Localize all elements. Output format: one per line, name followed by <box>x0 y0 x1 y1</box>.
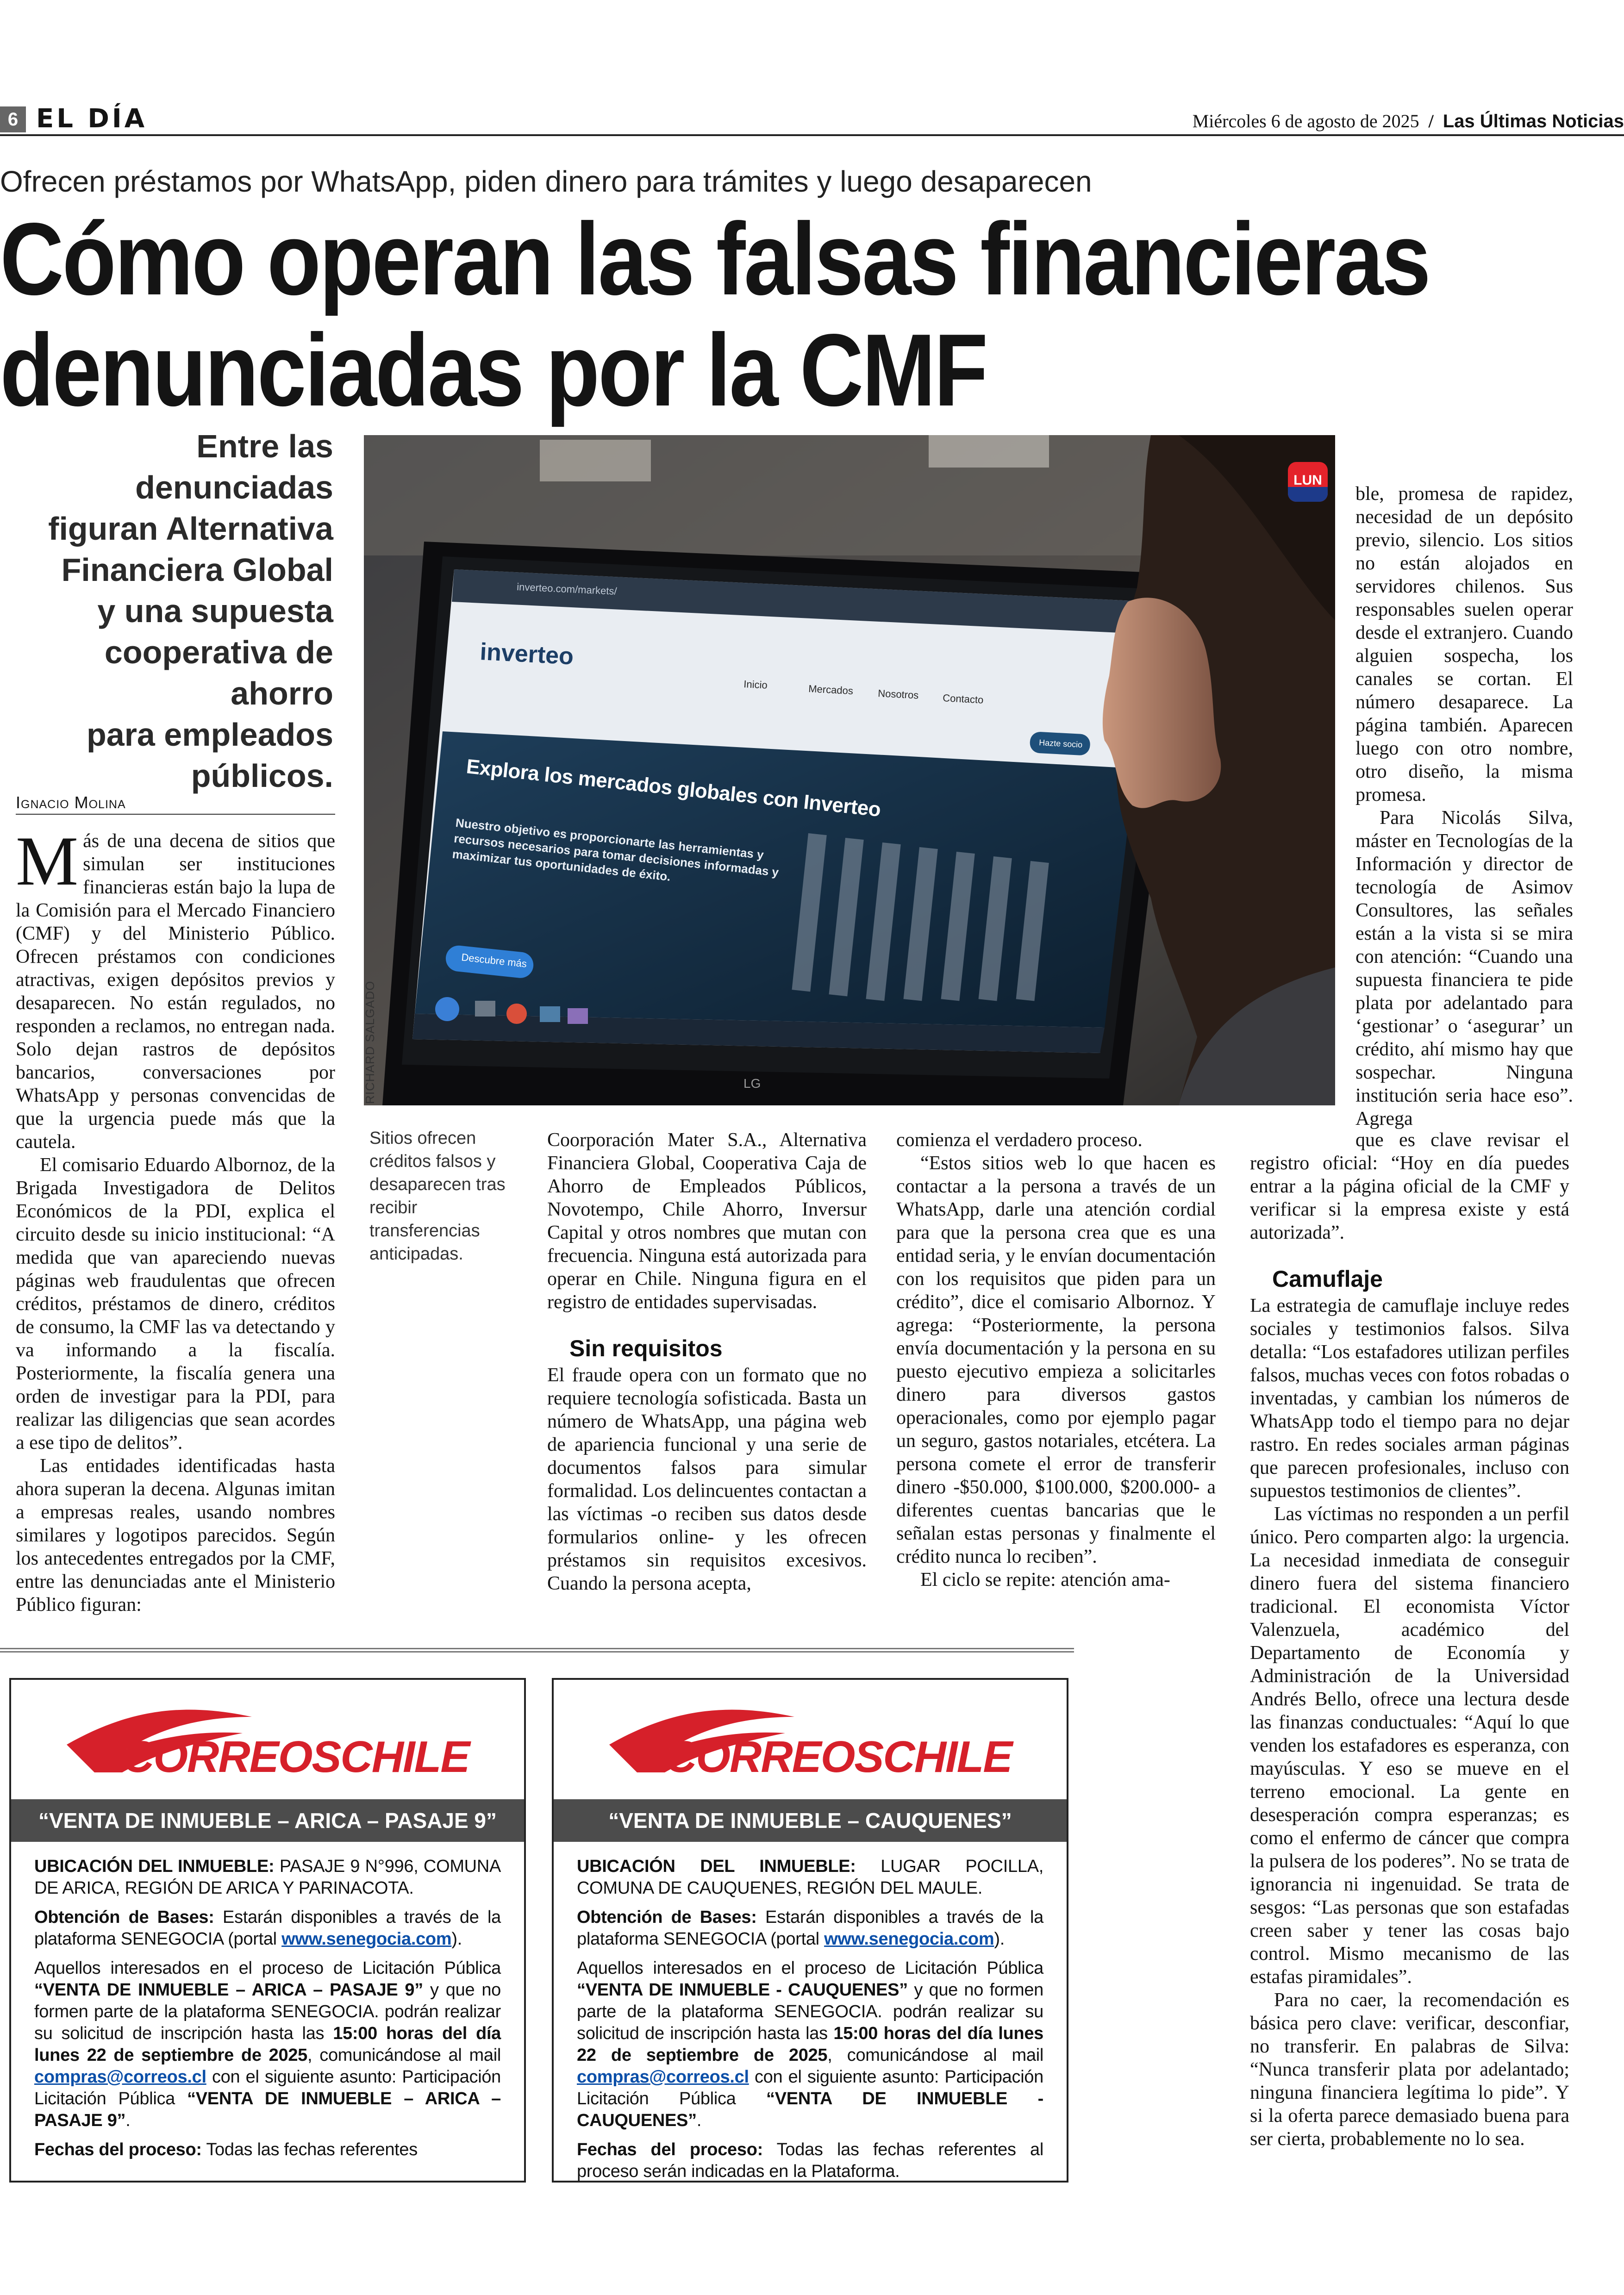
ad-text: Aquellos interesados en el proceso de Licitación Pública <box>34 1958 501 1978</box>
monitor-brand: LG <box>743 1076 761 1091</box>
header-separator: / <box>1428 111 1434 131</box>
email-link[interactable]: compras@correos.cl <box>34 2067 206 2087</box>
paragraph: El ciclo se repite: atención ama- <box>920 1569 1170 1590</box>
deck-line: Entre las denunciadas <box>135 428 333 505</box>
page-header <box>0 103 1624 135</box>
ad-text-bold: “VENTA DE INMUEBLE - CAUQUENES” <box>577 2089 1043 2130</box>
deck-line: para empleados <box>87 717 333 753</box>
headline-line-1: Cómo operan las falsas financieras <box>0 202 1430 317</box>
ad-text: , comunicándose al mail <box>307 2046 501 2065</box>
photo-caption: Sitios ofrecen créditos falsos y desaparecen tras recibir transferencias anticipadas. <box>369 1129 506 1264</box>
ad-bases-label: Obtención de Bases: <box>34 1908 214 1927</box>
ad-title: “VENTA DE INMUEBLE – ARICA – PASAJE 9” <box>11 1799 524 1842</box>
paragraph: ás de una decena de sitios que simulan ser instituciones financieras están bajo la lupa de la Comisión para el Mercado Financiero (CMF) y del Ministerio Público. Ofrecen préstamos con condiciones atractivas, exigen depósitos previos y desaparecen. No están regulados, no responden a reclamos, no entregan nada. Solo dejan rastros de depósitos bancarios, conversaciones por WhatsApp y personas convencidas de que la urgencia puede más que la cautela. <box>16 830 335 1153</box>
correos-logo-text: CORREOSCHILE <box>665 1732 1012 1782</box>
browser-url: inverteo.com/markets/ <box>516 581 618 597</box>
article-photo <box>364 435 1335 1105</box>
section-name: EL DÍA <box>36 104 148 134</box>
correos-ad-arica <box>9 1678 526 2183</box>
header-rule <box>0 134 1624 136</box>
drop-cap: M <box>16 822 79 900</box>
paragraph: Las entidades identificadas hasta ahora superan la decena. Algunas imitan a empresas reales, usando nombres similares y logotipos parecidos. Según los antecedentes entregados por la CMF, entre las denunciadas ante el Ministerio Público figuran: <box>16 1455 335 1615</box>
correos-logo <box>554 1698 1067 1786</box>
ad-deadline: 15:00 horas del día lunes 22 de septiembre de 2025 <box>577 2024 1043 2065</box>
ad-text: . <box>696 2111 702 2130</box>
ad-location: LUGAR POCILLA, COMUNA DE CAUQUENES, REGIÓN DEL MAULE. <box>577 1857 1043 1898</box>
deck-line: Financiera Global <box>61 552 333 588</box>
ad-text-bold: “VENTA DE INMUEBLE - CAUQUENES” <box>577 1980 908 2000</box>
subhead-camuflaje: Camuflaje <box>1272 1266 1383 1292</box>
site-nav-item: Mercados <box>808 683 854 697</box>
ad-text: , comunicándose al mail <box>827 2046 1043 2065</box>
site-hero-text: Nuestro objetivo es proporcionarte las herramientas y recursos necesarios para tomar decisiones informadas y maximizar tus oportunidades de éxito. <box>451 815 780 884</box>
ad-text: y que no formen parte de la plataforma SENEGOCIA. podrán realizar su solicitud de inscripción hasta las <box>577 1980 1043 2043</box>
paragraph: El comisario Eduardo Albornoz, de la Brigada Investigadora de Delitos Económicos de la PDI, explica el circuito desde su inicio institucional: “A medida que van apareciendo nuevas páginas web fraudulentas que ofrecen créditos, préstamos de dinero, créditos de consumo, la CMF las va detectando y va informando a la fiscalía. Posteriormente, la fiscalía genera una orden de investigar para la PDI, para realizar las diligencias que sean acordes a ese tipo de delitos”. <box>16 1154 335 1453</box>
site-logo: inverteo <box>479 638 575 670</box>
ad-text: con el siguiente asunto: Participación Licitación Pública <box>577 2067 1043 2108</box>
correos-logo <box>11 1698 524 1786</box>
paragraph: comienza el verdadero proceso. <box>896 1129 1143 1151</box>
ad-location: PASAJE 9 N°996, COMUNA DE ARICA, REGIÓN DE ARICA Y PARINACOTA. <box>34 1857 501 1898</box>
email-link[interactable]: compras@correos.cl <box>577 2067 749 2087</box>
ad-location-label: UBICACIÓN DEL INMUEBLE: <box>34 1857 275 1876</box>
subhead-sin-requisitos: Sin requisitos <box>569 1335 723 1361</box>
senegocia-link[interactable]: www.senegocia.com <box>824 1929 994 1949</box>
site-hero-title: Explora los mercados globales con Inverteo <box>465 755 882 822</box>
site-nav-item: Contacto <box>942 692 984 706</box>
site-nav-item: Inicio <box>743 678 768 691</box>
ads-rule <box>0 1648 1074 1653</box>
correos-logo-text: CORREOSCHILE <box>122 1732 469 1782</box>
ad-text-bold: “VENTA DE INMUEBLE – ARICA – PASAJE 9” <box>34 1980 423 2000</box>
paragraph: que es clave revisar el registro oficial: “Hoy en día puedes entrar a la página oficial de la CMF y verificar si la empresa existe y está autorizada”. <box>1250 1129 1569 1243</box>
lun-badge-text: LUN <box>1293 473 1322 488</box>
ad-bases-end: ). <box>451 1929 462 1949</box>
deck-line: y una supuesta <box>97 593 333 629</box>
paragraph: La estrategia de camuflaje incluye redes sociales y testimonios falsos. Silva detalla: “Los estafadores utilizan perfiles falsos, muchas veces con fotos robadas o inventadas, y cambian los números de WhatsApp todo el tiempo para no dejar rastro. En redes sociales arman páginas que parecen profesionales, incluso con supuestos testimonios de clientes”. <box>1250 1295 1569 1502</box>
correos-ad-cauquenes <box>552 1678 1068 2183</box>
photo-credit: RICHARD SALGADO <box>363 980 377 1104</box>
paragraph: Para no caer, la recomendación es básica pero clave: verificar, desconfiar, no transferir. En palabras de Silva: “Nunca transferir plata por adelantado; ninguna financiera legítima lo pide”. Y si la oferta parece demasiado buena para ser cierta, probablemente no lo sea. <box>1250 1989 1569 2150</box>
deck-line: públicos. <box>191 758 333 794</box>
header-dateline <box>1193 108 1624 134</box>
site-nav-item: Nosotros <box>877 687 919 701</box>
paragraph: Las víctimas no responden a un perfil único. Pero comparten algo: la urgencia. La necesidad inmediata de conseguir dinero fuera del sistema financiero tradicional. El economista Víctor Valenzuela, académico del Departamento de Economía y Administración de la Universidad Andrés Bello, ofrece una lectura desde las finanzas conductuales: “Aquí lo que venden los estafadores es esperanza, con mayúsculas. Y eso se mueve en el terreno emocional. La gente en desesperación compra esperanzas; es como el enfermo de cáncer que compra la pulsera de los poderes”. No se trata de ignorancia ni ingenuidad. Se trata de sesgos: “Las personas que son estafadas creen saber y tener las cosas bajo control. Mismo mecanismo de las estafas piramidales”. <box>1250 1503 1569 1988</box>
page-number: 6 <box>0 106 26 132</box>
article-deck <box>9 426 333 797</box>
column-2 <box>547 1129 867 1595</box>
ad-text: con el siguiente asunto: Participación Licitación Pública <box>34 2067 501 2108</box>
column-3 <box>896 1129 1216 1591</box>
column-1 <box>16 822 335 1616</box>
article-headline <box>0 204 1429 426</box>
ad-deadline: 15:00 horas del día lunes 22 de septiembre de 2025 <box>34 2024 501 2065</box>
site-cta-button: Hazte socio <box>1038 738 1083 749</box>
ad-title: “VENTA DE INMUEBLE – CAUQUENES” <box>554 1799 1067 1842</box>
ad-dates-text: Todas las fechas referentes al proceso serán indicadas en la Plataforma. <box>577 2140 1043 2181</box>
headline-line-2: denunciadas por la CMF <box>0 313 987 428</box>
paragraph: “Estos sitios web lo que hacen es contactar a la persona a través de un WhatsApp, darle una atención cordial para que la persona crea que es una entidad seria, y le envían documentación con los requisitos que piden para un crédito”, dice el comisario Albornoz. Y agrega: “Posteriormente, la persona envía documentación y la persona en su puesto ejecutivo empieza a solicitarles dinero para diversos gastos operacionales, como por ejemplo pagar un seguro, gastos notariales, etcétera. La persona comete el error de transferir dinero -$50.000, $100.000, $200.000- a diferentes cuentas bancarias que le señalan estas personas y finalmente el crédito nunca lo reciben”. <box>896 1153 1216 1567</box>
ad-bases-label: Obtención de Bases: <box>577 1908 757 1927</box>
ad-location-label: UBICACIÓN DEL INMUEBLE: <box>577 1857 856 1876</box>
ad-body <box>577 1856 1043 2190</box>
deck-line: figuran Alternativa <box>48 511 333 547</box>
ad-text-bold: “VENTA DE INMUEBLE – ARICA – PASAJE 9” <box>34 2089 501 2130</box>
byline: Ignacio Molina <box>16 792 335 815</box>
lun-badge <box>1288 462 1328 502</box>
ad-dates-label: Fechas del proceso: <box>34 2140 202 2159</box>
ad-bases-end: ). <box>994 1929 1005 1949</box>
newspaper-name: Las Últimas Noticias <box>1443 111 1624 131</box>
photo-office-monitor <box>364 435 1335 1105</box>
article-kicker: Ofrecen préstamos por WhatsApp, piden dinero para trámites y luego desaparecen <box>0 165 1092 198</box>
column-4 <box>1250 1129 1569 2151</box>
ad-dates-label: Fechas del proceso: <box>577 2140 763 2159</box>
ad-bases-text: Estarán disponibles a través de la plataforma SENEGOCIA (portal <box>34 1908 501 1949</box>
ad-dates-text: Todas las fechas referentes <box>201 2140 418 2159</box>
paragraph: El fraude opera con un formato que no requiere tecnología sofisticada. Basta un número de WhatsApp, una página web de apariencia funcional y una serie de documentos falsos para simular formalidad. Los delincuentes contactan a las víctimas -o reciben sus datos desde formularios online- y les ofrecen préstamos sin requisitos excesivos. Cuando la persona acepta, <box>547 1365 867 1594</box>
paragraph: Para Nicolás Silva, máster en Tecnologías de la Información y director de tecnología de Asimov Consultores, las señales están a la vista si se mira con atención: “Cuando una supuesta financiera te pide plata por adelantado para ‘gestionar’ o ‘asegurar’ un crédito, ahí mismo hay que sospechar. Ninguna institución seria hace eso”. Agrega <box>1355 807 1573 1129</box>
ad-bases-text: Estarán disponibles a través de la plataforma SENEGOCIA (portal <box>577 1908 1043 1949</box>
issue-date: Miércoles 6 de agosto de 2025 <box>1192 111 1419 131</box>
ad-body <box>34 1856 501 2168</box>
paragraph: Coorporación Mater S.A., Alternativa Financiera Global, Cooperativa Caja de Ahorro de Empleados Públicos, Novotempo, Chile Ahorro, Inversur Capital y otros nombres que mutan con frecuencia. Ninguna está autorizada para operar en Chile. Ninguna figura en el registro de entidades supervisadas. <box>547 1129 867 1313</box>
ad-text: Aquellos interesados en el proceso de Licitación Pública <box>577 1958 1043 1978</box>
column-4-top <box>1355 482 1573 1130</box>
deck-line: cooperativa de ahorro <box>104 634 333 711</box>
ad-text: . <box>125 2111 131 2130</box>
site-hero-button: Descubre más <box>461 951 528 970</box>
ad-text: y que no formen parte de la plataforma SENEGOCIA. podrán realizar su solicitud de inscripción hasta las <box>34 1980 501 2043</box>
senegocia-link[interactable]: www.senegocia.com <box>281 1929 452 1949</box>
paragraph: ble, promesa de rapidez, necesidad de un depósito previo, silencio. Los sitios no están alojados en servidores chilenos. Sus responsables suelen operar desde el extranjero. Cuando alguien sospecha, los canales se cortan. El número desaparece. La página también. Aparecen luego con otro nombre, otro diseño, la misma promesa. <box>1355 483 1573 805</box>
